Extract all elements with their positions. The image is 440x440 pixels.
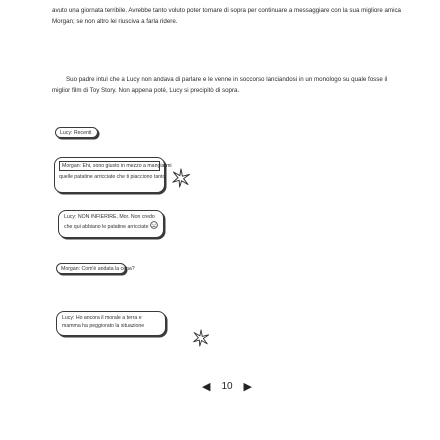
sparkle-star-icon xyxy=(192,329,210,347)
chat-sender: Morgan: xyxy=(62,163,82,169)
sparkle-star-icon xyxy=(171,168,191,188)
chat-message-line: che qui abbiano le patatine arricciate xyxy=(64,221,158,231)
chat-message-line: Lucy: Ho ancora il morale a terra e xyxy=(62,315,142,321)
chat-bubble-lucy-recent xyxy=(55,127,98,138)
chat-bubble-morgan-1 xyxy=(54,157,172,193)
chat-bubble-text: Lucy: Recenti xyxy=(60,130,92,136)
chat-bubble-lucy-2 xyxy=(56,311,166,336)
chat-message-line: Lucy: NON INFIERIRE, Mor. Non credo xyxy=(64,214,155,220)
chat-message-header xyxy=(59,161,172,171)
chat-message-line: Morgan: Com'è andata la cena? xyxy=(61,266,135,272)
story-paragraph-1: avuto una giornata terribile. Avrebbe tanto voluto poter tornare di sopra per continuare a messaggiare con la sua migliore amica Morgan; se non altro lei riusciva a farla ridere. xyxy=(52,7,401,26)
chat-bubble-lucy-1 xyxy=(58,210,164,238)
page-navigation xyxy=(202,378,252,394)
chat-message-line: quelle patatine arricciate che ti piacciono tanto xyxy=(59,174,166,180)
sad-face-icon xyxy=(150,221,158,229)
page-indicator: 10 xyxy=(221,380,233,392)
story-paragraph-2: Suo padre intuì che a Lucy non andava di parlare e le venne in soccorso lanciandosi in un monologo su quale fosse il miglior film di Toy Story. Non appena poté, Lucy si precipitò di sopra. xyxy=(52,76,388,95)
next-page-button[interactable]: ▶ xyxy=(243,380,252,393)
chat-message-line: Ehi, sono giusto in mezzo a mangiarmi xyxy=(82,163,172,169)
chat-bubble-morgan-2 xyxy=(56,263,135,274)
previous-page-button[interactable]: ◀ xyxy=(202,380,211,393)
chat-message-line: mamma ha peggiorato la situazione xyxy=(62,323,145,329)
